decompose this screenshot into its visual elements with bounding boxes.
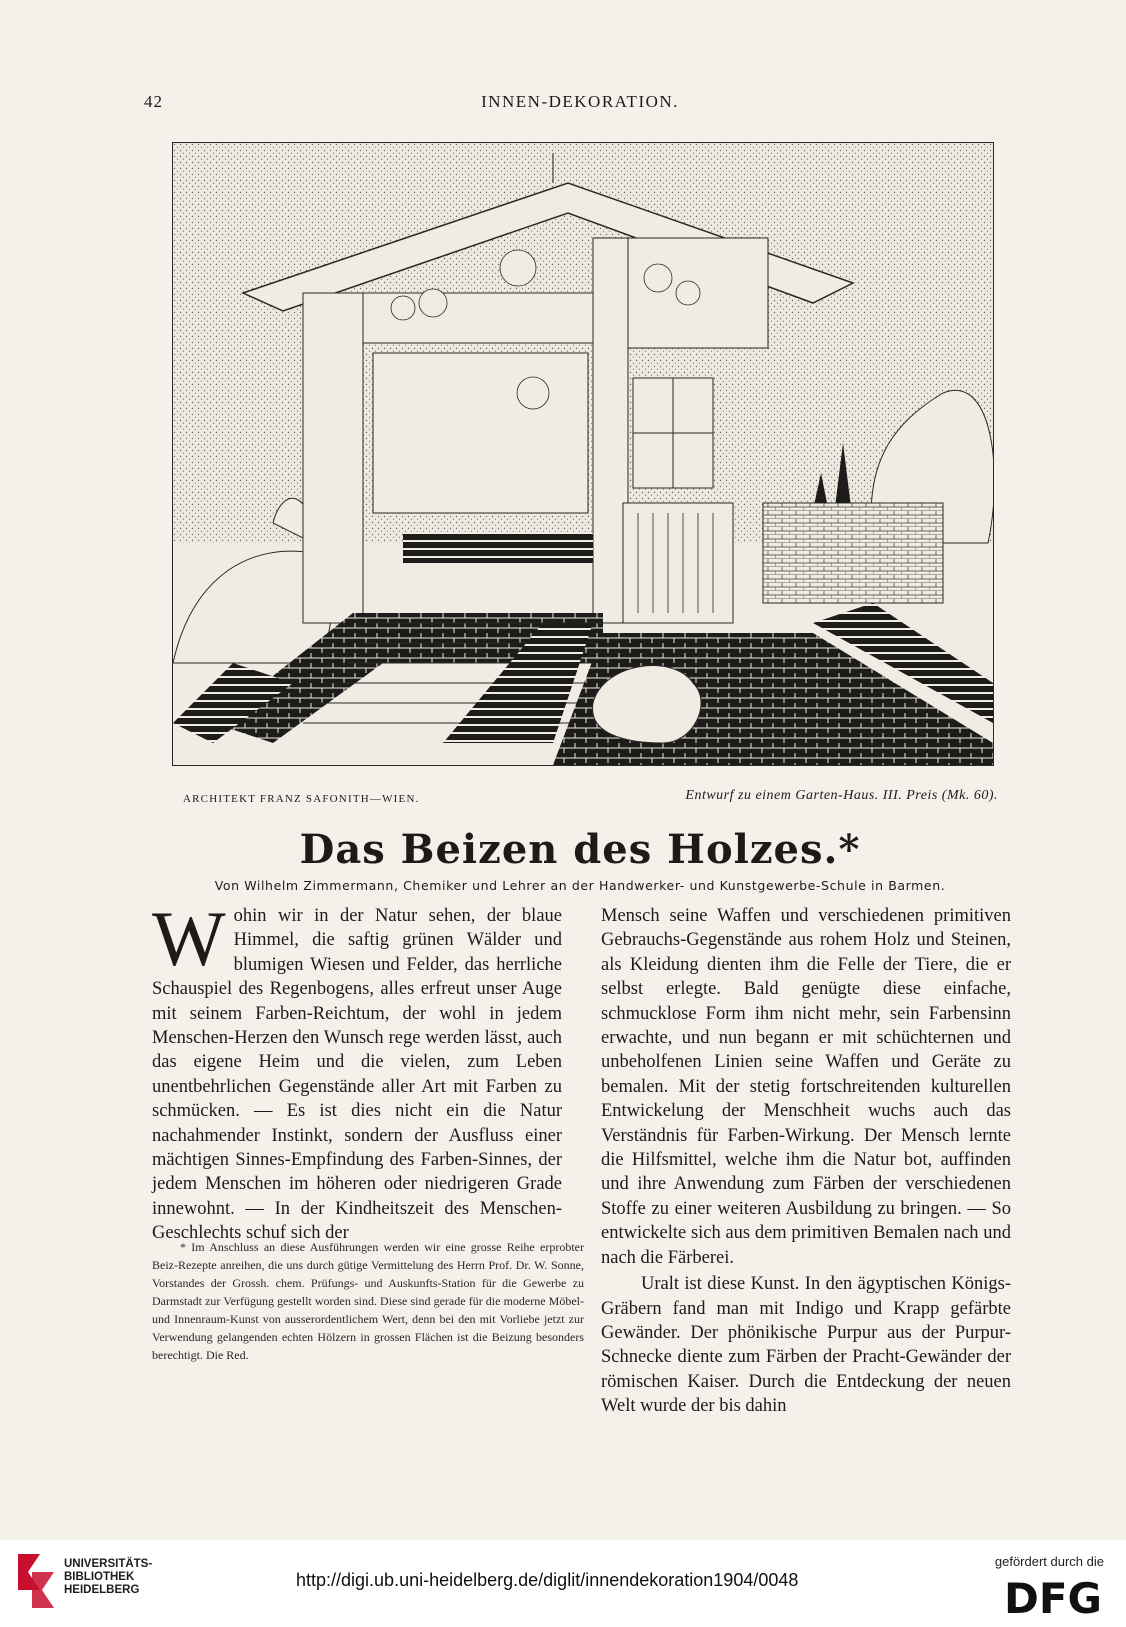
permalink-url[interactable]: http://digi.ub.uni-heidelberg.de/diglit/innendekoration1904/0048 [296,1570,799,1590]
page-number: 42 [144,92,163,111]
article-byline: Von Wilhelm Zimmermann, Chemiker und Lehrer an der Handwerker- und Kunstgewerbe-Schule in Barmen. [214,878,946,893]
footer-bar [0,1540,1126,1627]
drop-cap: W [152,895,226,982]
library-name[interactable] [64,1558,152,1597]
article-title: Das Beizen des Holzes.* [299,826,861,873]
right-column-paragraph-2: Uralt ist diese Kunst. In den ägyptischen Königs-Gräbern fand man mit Indigo und Krapp gefärbte Gewänder. Der phönikische Purpur aus der Purpur-Schnecke diente zum Färben der Pracht-Gewänder der römischen Kaiser. Durch die Entdeckung der neuen Welt wurde der bis dahin [601,1274,1011,1417]
right-column [601,904,1011,1419]
left-column-paragraph [152,895,562,1246]
footnote: * Im Anschluss an diese Ausführungen werden wir eine grosse Reihe erprobter Beiz-Rezepte anreihen, die uns durch gütige Vermittelung des Herrn Prof. Dr. W. Sonne, Vorstandes der Grossh. chem. Prüfungs- und Auskunfts-Station für die Gewerbe zu Darmstadt zur Verfügung gestellt worden sind. Diese sind gerade für die moderne Möbel- und Innenraum-Kunst von ausserordentlichem Wert, denn bei den mit Vorliebe jetzt zur Verwendung gelangenden echten Hölzern in grossen Flächen ist die Beizung besonders berechtigt. Die Red. [152,1240,584,1362]
library-name-line-3: HEIDELBERG [64,1584,140,1596]
illustration-caption-title: Entwurf zu einem Garten-Haus. III. Preis (Mk. 60). [685,788,998,803]
library-logo-icon[interactable] [14,1552,58,1612]
funding-label: gefördert durch die [994,1554,1104,1569]
running-title: INNEN-DEKORATION. [481,92,679,111]
dfg-logo[interactable]: DFG [1003,1574,1102,1623]
illustration-caption-architect: ARCHITEKT FRANZ SAFONITH—WIEN. [183,793,420,805]
garden-house-illustration [172,142,994,766]
left-column [152,895,562,1246]
left-column-text: ohin wir in der Natur sehen, der blaue Himmel, die saftig grünen Wälder und blumigen Wiesen und Felder, das herrliche Schauspiel des Regenbogens, alles erfreut unser Auge mit seinem Farben-Reichtum, der wohl in jedem Menschen-Herzen den Wunsch rege werden lässt, auch das eigene Heim und die vielen, zum Leben unentbehrlichen Gegenstände aller Art mit Farben zu schmücken. — Es ist dies nicht ein die Natur nachahmender Instinkt, sondern der Ausfluss einer mächtigen Sinnes-Empfindung des Farben-Sinnes, der jedem Menschen im höheren oder niedrigeren Grade innewohnt. — In der Kindheitszeit des Menschen-Geschlechts schuf sich der [152,906,562,1244]
garden-house-drawing [173,143,993,765]
library-name-line-2: BIBLIOTHEK [64,1571,135,1583]
right-column-paragraph-1: Mensch seine Waffen und verschiedenen primitiven Gebrauchs-Gegenstände aus rohem Holz und Steinen, als Kleidung dienten ihm die Felle der Tiere, die er selbst erlegte. Bald genügte diese einfache, schmucklose Form ihm nicht mehr, sein Farbensinn erwachte, und nun begann er mit schüchternen und unbeholfenen Linien seine Waffen und Geräte zu bemalen. Mit der stetig fortschreitenden kulturellen Entwickelung der Menschheit wuchs auch das Verständnis für Farben-Wirkung. Der Mensch lernte die Hilfsmittel, welche ihm die Natur bot, auffinden und ihre Anwendung zum Färben der verschiedenen Stoffe zu einer weiteren Ausbildung zu bringen. — So entwickelte sich aus dem primitiven Bemalen nach und nach die Färberei. [601,906,1011,1268]
library-name-line-1: UNIVERSITÄTS- [64,1558,153,1570]
